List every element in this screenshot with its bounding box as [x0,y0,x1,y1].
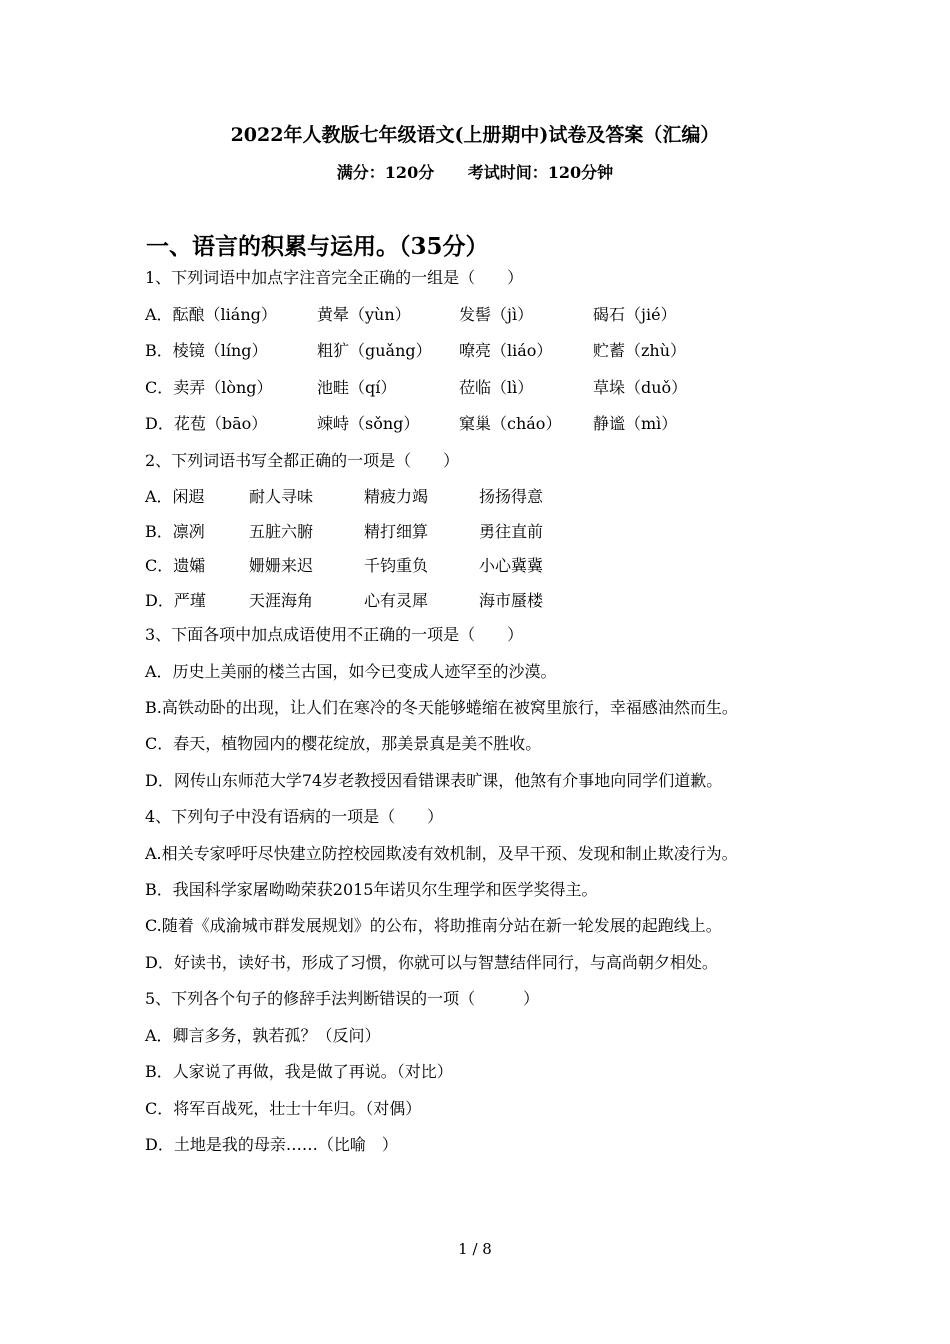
option-cell: 碣石（jié） [593,304,677,324]
question-1-option-row [145,300,825,337]
option-cell: 精疲力竭 [364,487,429,506]
option-cell: 粗犷（guǎng） [317,341,432,360]
option-cell: 发髻（jì） [459,304,534,324]
question-3-option-a: A．历史上美丽的楼兰古国，如今已变成人迹罕至的沙漠。 [145,661,557,681]
option-cell: 扬扬得意 [479,487,544,506]
question-1-option-row [145,336,825,373]
question-2-option-row [145,586,825,621]
option-cell: 莅临（lì） [459,377,534,397]
question-5-stem: 5、下列各个句子的修辞手法判断错误的一项（ ） [145,989,540,1008]
option-cell: 姗姗来迟 [249,556,314,575]
option-cell: 草垛（duǒ） [593,377,688,397]
question-list [145,263,825,1167]
option-cell: 贮蓄（zhù） [593,341,687,360]
question-5-option-c: C．将军百战死，壮士十年归。（对偶） [145,1098,422,1118]
question-5-option-d: D．土地是我的母亲……（比喻 ） [145,1135,398,1154]
option-cell: 小心冀冀 [479,556,544,575]
option-cell: 嘹亮（liáo） [459,341,553,360]
question-4-option-d: D．好读书，读好书，形成了习惯，你就可以与智慧结伴同行，与高尚朝夕相处。 [145,952,718,972]
question-4-option-b: B．我国科学家屠呦呦荣获2015年诺贝尔生理学和医学奖得主。 [145,879,598,899]
full-score: 满分：120分 [336,163,435,182]
option-cell: B．凛冽 [145,521,205,541]
option-cell: C．卖弄（lòng） [145,377,273,397]
option-cell: 竦峙（sǒng） [317,414,420,433]
option-cell: 五脏六腑 [249,521,314,541]
option-cell: 海市蜃楼 [479,590,544,610]
document-title: 2022年人教版七年级语文(上册期中)试卷及答案（汇编） [230,124,720,146]
page-number: 1 / 8 [458,1240,492,1258]
question-5-option-a: A．卿言多务，孰若孤？（反问） [145,1025,381,1045]
question-3-stem: 3、下面各项中加点成语使用不正确的一项是（ ） [145,625,524,644]
option-cell: 窠巢（cháo） [459,414,562,433]
option-cell: 千钧重负 [364,556,429,575]
option-cell: C．遗孀 [145,556,206,575]
question-2-stem: 2、下列词语书写全都正确的一项是（ ） [145,450,460,470]
option-cell: B．棱镜（líng） [145,341,268,360]
question-2-option-row [145,551,825,586]
option-cell: 精打细算 [364,521,429,541]
section-heading: 一、语言的积累与运用。（35分） [146,233,489,260]
question-2-option-row [145,517,825,552]
option-cell: A．闲遐 [145,487,205,506]
option-cell: D．严瑾 [145,590,206,610]
question-5-option-b: B．人家说了再做，我是做了再说。（对比） [145,1062,453,1081]
option-cell: D．花苞（bāo） [145,414,268,433]
question-2-option-row [145,482,825,517]
exam-info [0,160,950,183]
option-cell: 心有灵犀 [364,590,429,610]
question-1-stem: 1、下列词语中加点字注音完全正确的一组是（ ） [145,268,524,287]
option-cell: 耐人寻味 [249,487,314,506]
option-cell: 静谧（mì） [593,414,678,433]
question-3-option-c: C．春天，植物园内的樱花绽放，那美景真是美不胜收。 [145,734,542,753]
question-1-option-row [145,409,825,446]
option-cell: A．酝酿（liáng） [145,304,277,324]
question-4-stem: 4、下列句子中没有语病的一项是（ ） [145,807,444,826]
option-cell: 天涯海角 [249,590,314,610]
option-cell: 池畦（qí） [317,377,397,397]
option-cell: 勇往直前 [479,521,544,541]
exam-time: 考试时间：120分钟 [467,163,614,182]
question-3-option-d: D．网传山东师范大学74岁老教授因看错课表旷课，他煞有介事地向同学们道歉。 [145,770,723,790]
question-4-option-c: C.随着《成渝城市群发展规划》的公布，将助推南分站在新一轮发展的起跑线上。 [145,916,722,935]
option-cell: 黄晕（yùn） [317,304,411,324]
question-1-option-row [145,373,825,410]
question-4-option-a: A.相关专家呼吁尽快建立防控校园欺凌有效机制，及早干预、发现和制止欺凌行为。 [145,843,738,863]
question-3-option-b: B.高铁动卧的出现，让人们在寒冷的冬天能够蜷缩在被窝里旅行，幸福感油然而生。 [145,698,738,717]
